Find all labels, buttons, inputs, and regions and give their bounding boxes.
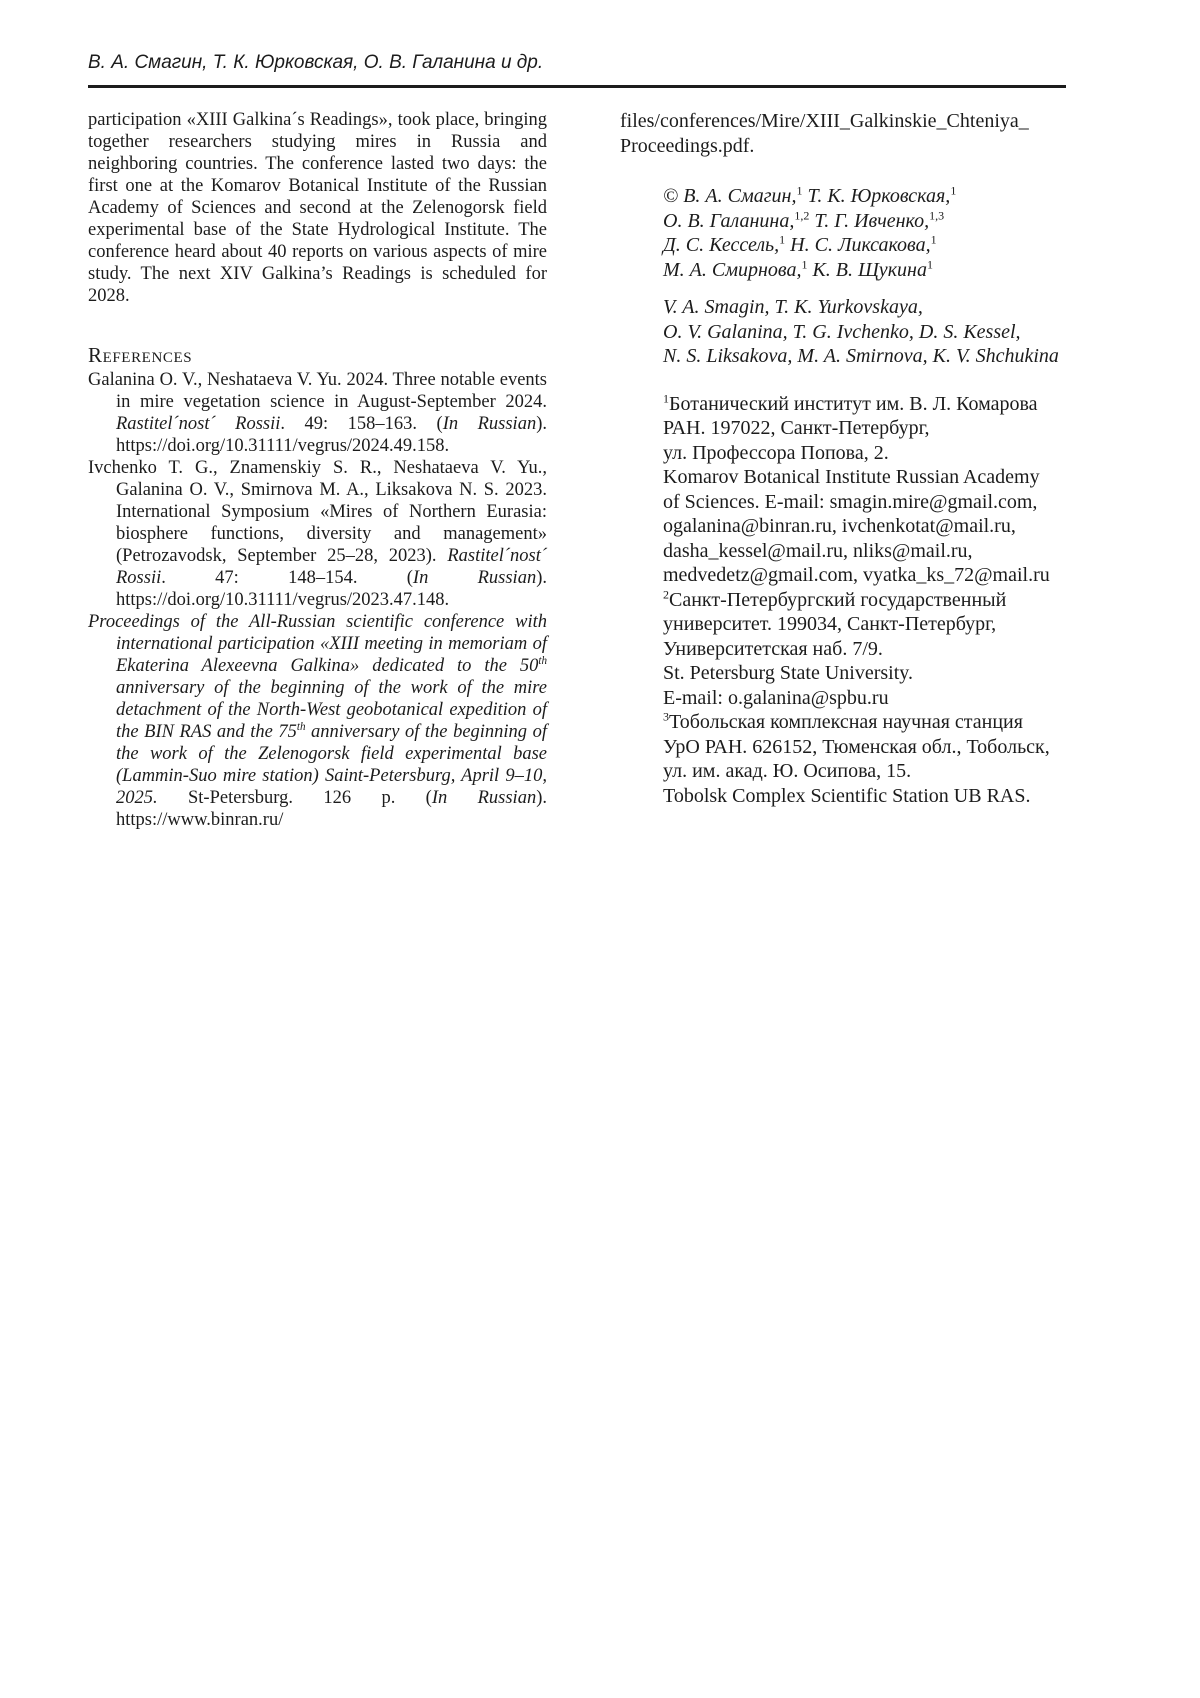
text-segment: In Russian xyxy=(442,414,537,434)
text-segment: Д. С. Кессель, xyxy=(663,234,780,256)
superscript-note: th xyxy=(296,720,306,733)
text-line: medvedetz@gmail.com, vyatka_ks_72@mail.ru xyxy=(663,564,1050,586)
text-segment: Proceedings of the All-Russian scientific conference with international participation «XIII meeting in memoriam of Ekaterina Alexeevna Galkina» dedicated to the 50 xyxy=(88,612,547,676)
text-line: ул. им. акад. Ю. Осипова, 15. xyxy=(663,760,912,782)
reference-url-continuation xyxy=(620,109,1066,158)
text-segment: St-Petersburg. 126 p. ( xyxy=(187,788,432,808)
superscript-note: 2 xyxy=(663,586,669,601)
text-segment: . 47: 148–154. ( xyxy=(161,568,413,588)
text-segment: Rastitel´nost´ Rossii xyxy=(116,546,547,588)
text-line: E-mail: o.galanina@spbu.ru xyxy=(663,686,889,709)
text-segment: Ботанический институт им. В. Л. Комарова xyxy=(669,392,1038,415)
text-line: O. V. Galanina, T. G. Ivchenko, D. S. Kessel, xyxy=(663,320,1021,343)
text-line: V. A. Smagin, T. K. Yurkovskaya, xyxy=(663,296,923,318)
text-line xyxy=(663,710,1066,735)
text-segment: Ivchenko T. G., Znamenskiy S. R., Neshataeva V. Yu., Galanina O. V., Smirnova M. A., Liksakova N. S. 2023. International Symposium «Mires of Northern Eurasia: biosphere functions, diversity and management» (Petrozavodsk, September 25–28, 2023). xyxy=(88,458,547,566)
superscript-note: 1 xyxy=(801,256,808,271)
right-column xyxy=(620,109,1066,831)
left-column xyxy=(88,109,547,831)
text-segment: Galanina O. V., Neshataeva V. Yu. 2024. Three notable events in mire vegetation science in August-September 2024. xyxy=(88,370,547,412)
text-segment: © В. А. Смагин, xyxy=(663,185,797,207)
text-line: РАН. 197022, Санкт-Петербург, xyxy=(663,417,930,439)
reference-entry-ivchenko-2023 xyxy=(88,457,547,611)
superscript-note: 3 xyxy=(663,709,669,724)
text-line: of Sciences. E-mail: smagin.mire@gmail.com, xyxy=(663,490,1038,513)
text-line xyxy=(663,233,1066,258)
text-segment: Н. С. Ликсакова, xyxy=(785,234,931,256)
text-segment: Т. К. Юрковская, xyxy=(802,185,951,207)
text-segment: Санкт-Петербургский государственный xyxy=(669,588,1007,611)
superscript-note: 1,3 xyxy=(929,207,945,222)
text-line: УрО РАН. 626152, Тюменская обл., Тобольск, xyxy=(663,735,1050,758)
superscript-note: th xyxy=(538,654,547,667)
text-segment: Rastitel´nost´ Rossii xyxy=(116,414,281,434)
text-line: университет. 199034, Санкт-Петербург, xyxy=(663,613,997,635)
text-line xyxy=(663,184,1066,209)
superscript-note: 1 xyxy=(930,232,937,247)
text-segment: ). https://www.binran.ru/ xyxy=(116,788,547,830)
text-line: ogalanina@binran.ru, ivchenkotat@mail.ru, xyxy=(663,515,1016,537)
text-segment: ). https://doi.org/10.31111/vegrus/2024.49.158. xyxy=(116,414,547,456)
text-segment: . 49: 158–163. ( xyxy=(280,414,443,434)
text-segment: anniversary of the beginning of the work of the Zelenogorsk field experimental base (Lammin-Suo mire station) Saint-Petersburg, April 9–10, 2025. xyxy=(116,722,547,808)
text-segment: К. В. Щукина xyxy=(807,258,927,281)
text-line xyxy=(663,588,1066,613)
superscript-note: 1 xyxy=(779,232,786,247)
authors-transliterated xyxy=(663,295,1066,369)
text-line: ул. Профессора Попова, 2. xyxy=(663,441,889,464)
text-segment: Тобольская комплексная научная станция xyxy=(669,711,1023,733)
text-segment: Т. Г. Ивченко, xyxy=(809,209,930,232)
superscript-note: 1,2 xyxy=(794,207,810,222)
text-line xyxy=(663,258,1066,283)
references-heading: References xyxy=(88,343,193,367)
superscript-note: 1 xyxy=(663,390,669,405)
reference-entry-proceedings-2025 xyxy=(88,611,547,831)
text-segment: О. В. Галанина, xyxy=(663,209,795,232)
text-line: dasha_kessel@mail.ru, nliks@mail.ru, xyxy=(663,539,973,562)
text-line xyxy=(663,392,1066,417)
copyright-authors-russian xyxy=(663,184,1066,282)
text-line: Университетская наб. 7/9. xyxy=(663,637,883,660)
text-line: Tobolsk Complex Scientific Station UB RAS. xyxy=(663,784,1031,807)
text-segment: М. А. Смирнова, xyxy=(663,258,802,281)
text-segment: In Russian xyxy=(431,788,537,808)
reference-entry-galanina-2024 xyxy=(88,369,547,457)
superscript-note: 1 xyxy=(950,183,957,198)
text-segment: ). https://doi.org/10.31111/vegrus/2023.47.148. xyxy=(116,568,547,610)
text-line: Proceedings.pdf. xyxy=(620,134,755,157)
text-line: St. Petersburg State University. xyxy=(663,662,913,684)
text-line: N. S. Liksakova, M. A. Smirnova, K. V. Shchukina xyxy=(663,345,1059,367)
running-head-authors: В. А. Смагин, Т. К. Юрковская, О. В. Галанина и др. xyxy=(88,52,1066,88)
superscript-note: 1 xyxy=(926,256,933,271)
text-segment: In Russian xyxy=(412,568,537,588)
page-text-area xyxy=(88,52,1066,831)
body-paragraph: participation «XIII Galkina´s Readings», took place, bringing together researchers studying mires in Russia and neighboring countries. The conference lasted two days: the first one at the Komarov Botanical Institute of the Russian Academy of Sciences and second at the Zelenogorsk field experimental base of the State Hydrological Institute. The conference heard about 40 reports on various aspects of mire study. The next XIV Galkina’s Readings is scheduled for 2028. xyxy=(88,110,547,306)
affiliations-block xyxy=(663,392,1066,809)
text-line: Komarov Botanical Institute Russian Academy xyxy=(663,466,1040,488)
superscript-note: 1 xyxy=(796,183,803,198)
two-column-layout xyxy=(88,109,1066,831)
text-line xyxy=(663,209,1066,234)
text-segment: anniversary of the beginning of the work of the mire detachment of the North-West geobotanical expedition of the BIN RAS and the 75 xyxy=(116,678,547,742)
text-line: files/conferences/Mire/XIII_Galkinskie_Chteniya_ xyxy=(620,110,1029,132)
